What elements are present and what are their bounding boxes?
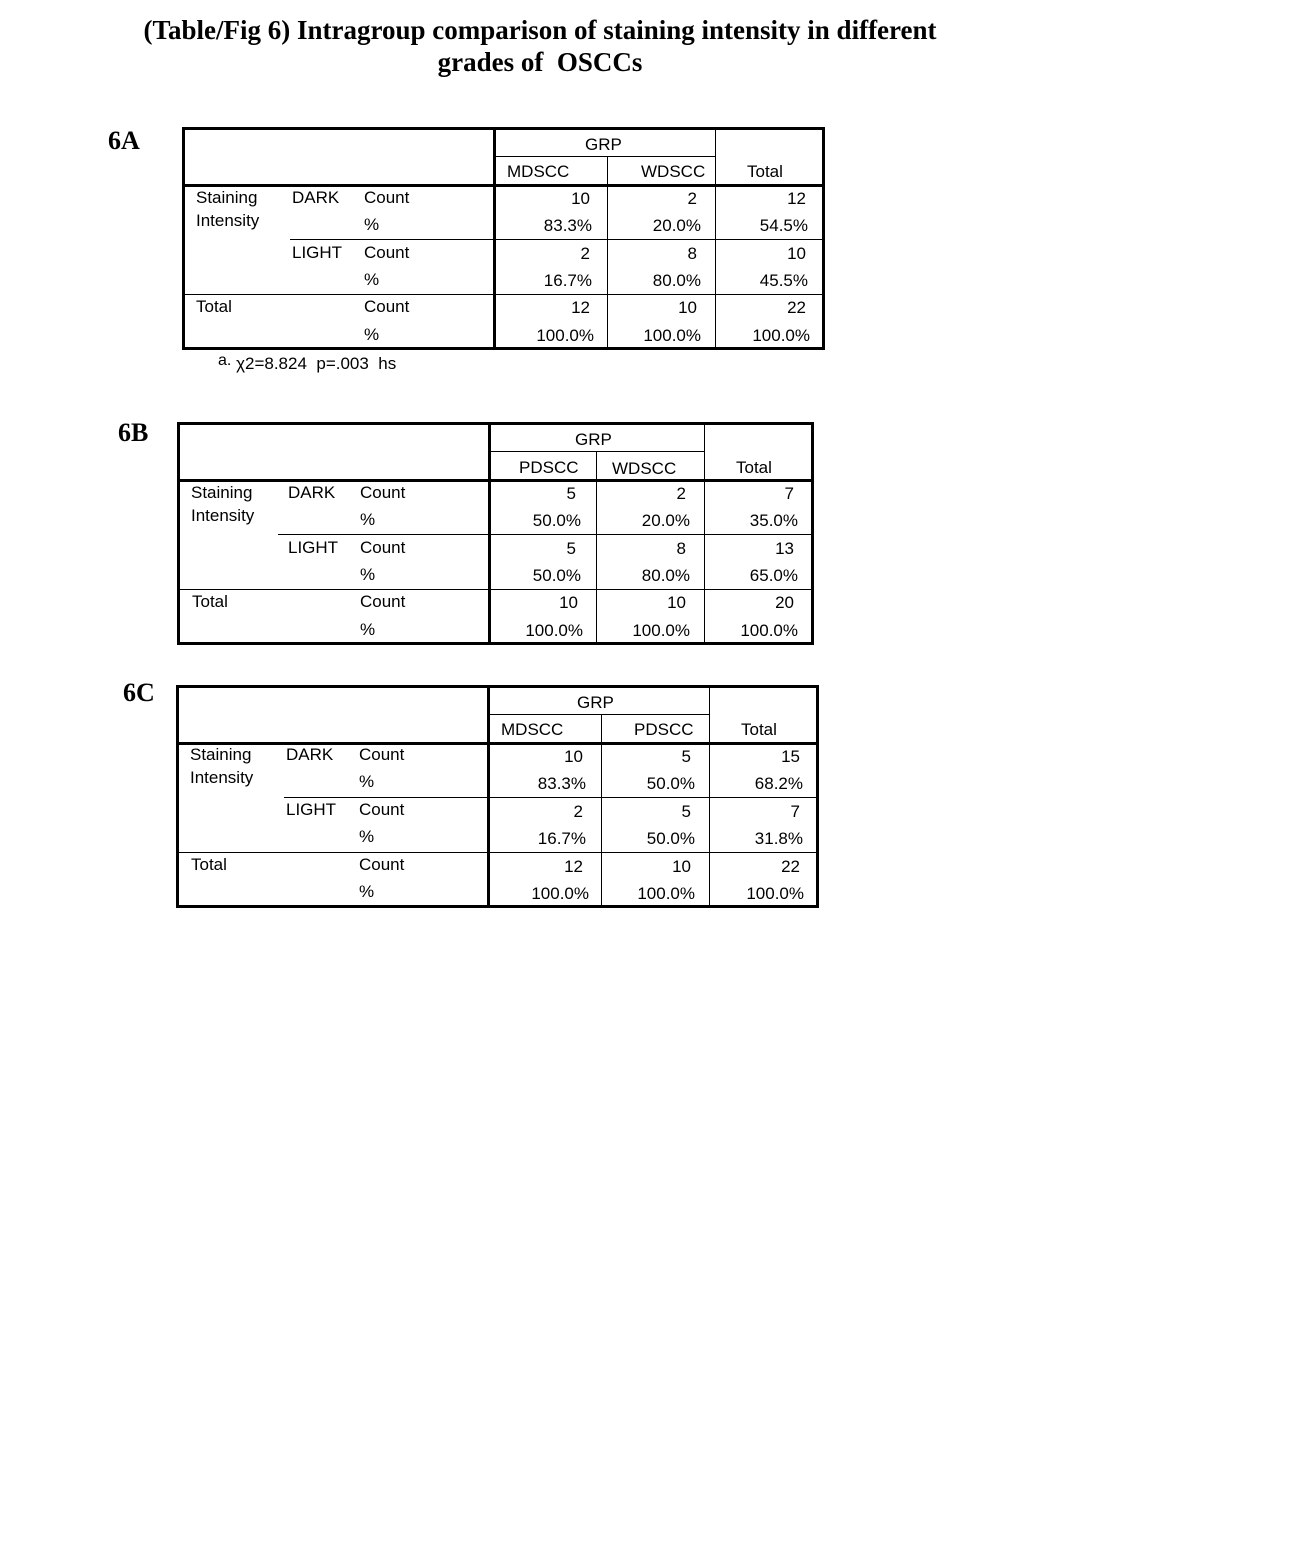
stat-label: Count (360, 483, 406, 502)
divider (180, 589, 811, 590)
table-cell: 100.0% (746, 884, 804, 903)
stat-label: % (359, 827, 375, 846)
table-cell: 12 (571, 298, 590, 317)
table-cell: 100.0% (525, 621, 583, 640)
table-cell: 2 (676, 484, 686, 503)
table-cell: 20 (775, 593, 794, 612)
stat-label: % (360, 565, 376, 584)
table-cell: 10 (672, 857, 691, 876)
table-cell: 10 (787, 244, 806, 263)
table-cell: 2 (573, 802, 583, 821)
table-cell: 83.3% (543, 216, 592, 235)
stat-label: % (359, 882, 375, 901)
table-cell: 80.0% (641, 566, 690, 585)
table-cell: 83.3% (537, 774, 586, 793)
footnote-text: χ2=8.824 p=.003 hs (231, 354, 397, 373)
divider (185, 184, 822, 187)
row-label-dark: DARK (286, 745, 334, 764)
crosstab-6b (177, 422, 814, 645)
table-cell: 12 (787, 189, 806, 208)
stat-label: Count (359, 800, 405, 819)
col-header-2: WDSCC (612, 459, 677, 478)
table-cell: 10 (571, 189, 590, 208)
table-cell: 12 (564, 857, 583, 876)
table-cell: 10 (678, 298, 697, 317)
table-cell: 13 (775, 539, 794, 558)
table-cell: 20.0% (641, 511, 690, 530)
row-group-label: Intensity (196, 211, 260, 230)
divider (493, 156, 715, 157)
row-label-light: LIGHT (292, 243, 343, 262)
grp-header: GRP (577, 693, 614, 712)
col-header-total: Total (736, 458, 772, 477)
col-header-1: MDSCC (501, 720, 564, 739)
row-label-total: Total (191, 855, 227, 874)
table-cell: 16.7% (537, 829, 586, 848)
table-cell: 54.5% (759, 216, 808, 235)
stat-label: Count (359, 745, 405, 764)
row-label-total: Total (196, 297, 232, 316)
table-cell: 45.5% (759, 271, 808, 290)
table-label-6b: 6B (118, 418, 149, 447)
stat-label: Count (364, 297, 410, 316)
table-cell: 80.0% (652, 271, 701, 290)
table-cell: 100.0% (643, 326, 701, 345)
table-cell: 100.0% (531, 884, 589, 903)
divider (185, 294, 822, 295)
col-header-2: WDSCC (641, 162, 706, 181)
table-cell: 7 (784, 484, 794, 503)
table-cell: 100.0% (632, 621, 690, 640)
crosstab-6c (176, 685, 819, 908)
table-cell: 50.0% (646, 774, 695, 793)
table-cell: 8 (687, 244, 697, 263)
table-cell: 7 (790, 802, 800, 821)
divider (278, 534, 811, 535)
table-cell: 10 (667, 593, 686, 612)
stat-label: % (364, 325, 380, 344)
table-cell: 22 (787, 298, 806, 317)
divider (290, 239, 822, 240)
crosstab-6a (182, 127, 825, 350)
table-cell: 100.0% (752, 326, 810, 345)
col-header-1: PDSCC (519, 458, 579, 477)
table-cell: 50.0% (532, 511, 581, 530)
table-cell: 8 (676, 539, 686, 558)
col-header-2: PDSCC (634, 720, 694, 739)
stat-label: % (360, 620, 376, 639)
row-group-label: Staining (196, 188, 258, 207)
table-cell: 100.0% (740, 621, 798, 640)
row-group-label: Staining (190, 745, 252, 764)
grp-header: GRP (575, 430, 612, 449)
stat-label: Count (359, 855, 405, 874)
col-header-1: MDSCC (507, 162, 570, 181)
table-cell: 10 (564, 747, 583, 766)
table-cell: 2 (687, 189, 697, 208)
divider (179, 742, 816, 745)
stat-label: % (359, 772, 375, 791)
stat-label: Count (364, 243, 410, 262)
table-cell: 100.0% (637, 884, 695, 903)
col-header-total: Total (741, 720, 777, 739)
table-cell: 68.2% (754, 774, 803, 793)
row-group-label: Intensity (190, 768, 254, 787)
table-cell: 35.0% (749, 511, 798, 530)
row-group-label: Intensity (191, 506, 255, 525)
table-cell: 16.7% (543, 271, 592, 290)
table-cell: 15 (781, 747, 800, 766)
row-group-label: Staining (191, 483, 253, 502)
row-label-light: LIGHT (286, 800, 337, 819)
table-cell: 20.0% (652, 216, 701, 235)
row-label-dark: DARK (292, 188, 340, 207)
table-label-6c: 6C (123, 678, 155, 707)
row-label-dark: DARK (288, 483, 336, 502)
table-cell: 5 (566, 484, 576, 503)
stat-label: Count (360, 592, 406, 611)
table-cell: 2 (580, 244, 590, 263)
stat-label: % (364, 270, 380, 289)
table-cell: 10 (559, 593, 578, 612)
table-cell: 31.8% (754, 829, 803, 848)
divider (284, 797, 816, 798)
row-label-total: Total (192, 592, 228, 611)
page-title (0, 14, 1080, 78)
title-line-2: grades of OSCCs (437, 47, 643, 77)
table-cell: 100.0% (536, 326, 594, 345)
col-header-total: Total (747, 162, 783, 181)
divider (179, 852, 816, 853)
grp-header: GRP (585, 135, 622, 154)
divider (180, 479, 811, 482)
table-cell: 5 (566, 539, 576, 558)
footnote-marker: a. (218, 352, 232, 369)
divider (487, 714, 709, 715)
title-line-1: (Table/Fig 6) Intragroup comparison of staining intensity in different (143, 15, 937, 45)
footnote (218, 354, 396, 374)
divider (488, 451, 704, 452)
stat-label: % (360, 510, 376, 529)
stat-label: Count (360, 538, 406, 557)
table-cell: 5 (681, 747, 691, 766)
table-cell: 65.0% (749, 566, 798, 585)
row-label-light: LIGHT (288, 538, 339, 557)
stat-label: % (364, 215, 380, 234)
table-cell: 50.0% (532, 566, 581, 585)
stat-label: Count (364, 188, 410, 207)
table-label-6a: 6A (108, 126, 140, 155)
table-cell: 50.0% (646, 829, 695, 848)
table-cell: 5 (681, 802, 691, 821)
table-cell: 22 (781, 857, 800, 876)
